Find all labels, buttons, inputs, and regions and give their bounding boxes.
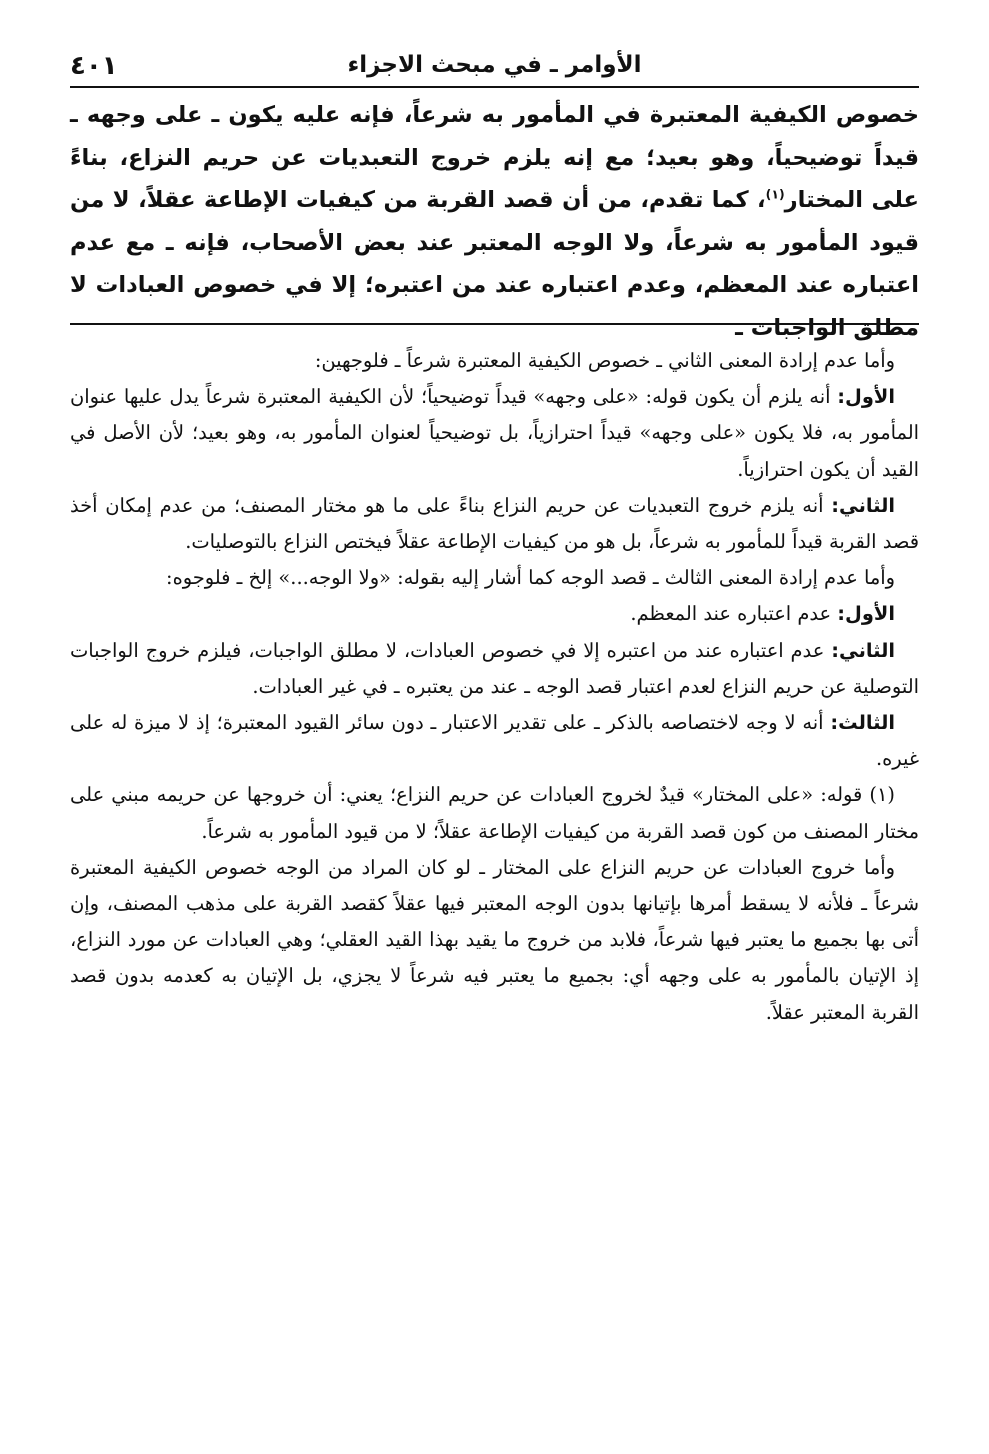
main-text-part-1: خصوص الكيفية المعتبرة في المأمور به شرعاً، فإنه عليه يكون ـ على وجهه ـ قيداً توضيحياً، وهو بعيد؛ مع إنه يلزم خروج التعبديات عن حريم النزاع، بناءً على المختار	[70, 102, 919, 213]
footnote-marker: (١)	[765, 186, 785, 202]
reason-text: أنه يلزم خروج التعبديات عن حريم النزاع بناءً على ما هو مختار المصنف؛ من عدم إمكان أخذ قصد القربة قيداً للمأمور به شرعاً، بل هو من كيفيات الإطاعة عقلاً فيختص النزاع بالتوصليات.	[70, 493, 919, 554]
commentary-paragraph-7	[70, 705, 919, 777]
commentary-paragraph-9: وأما خروج العبادات عن حريم النزاع على المختار ـ لو كان المراد من الوجه خصوص الكيفية المعتبرة شرعاً ـ فلأنه لا يسقط أمرها بإتيانها بدون الوجه المعتبر فيها عقلاً كقصد القربة على مذهب المصنف، وإن أتى بها بجميع ما يعتبر فيها شرعاً، فلابد من خروج ما يقيد بهذا القيد العقلي؛ وهي العبادات عن مورد النزاع، إذ الإتيان بالمأمور به على وجهه أي: بجميع ما يعتبر فيه شرعاً لا يجزي، بل الإتيان به كعدمه بدون قصد القربة المعتبر عقلاً.	[70, 855, 919, 1024]
main-text	[70, 94, 919, 341]
commentary-paragraph-4: وأما عدم إرادة المعنى الثالث ـ قصد الوجه كما أشار إليه بقوله: «ولا الوجه...» إلخ ـ فلوجوه:	[166, 566, 895, 590]
reason-text: عدم اعتباره عند من اعتبره إلا في خصوص العبادات، لا مطلق الواجبات، فيلزم خروج الواجبات التوصلية عن حريم النزاع لعدم اعتبار قصد الوجه ـ عند من يعتبره ـ في غير العبادات.	[70, 638, 919, 698]
page-number: ٤٠١	[70, 51, 118, 81]
page-header	[70, 44, 919, 88]
reason-label: الثاني:	[831, 638, 895, 662]
commentary-paragraph-3	[70, 488, 919, 560]
reason-label: الأول:	[837, 385, 895, 409]
commentary-paragraph-1: وأما عدم إرادة المعنى الثاني ـ خصوص الكيفية المعتبرة شرعاً ـ فلوجهين:	[314, 349, 895, 372]
commentary-paragraph-5	[70, 596, 919, 632]
reason-label: الأول:	[837, 602, 895, 626]
commentary-section	[70, 343, 919, 1388]
commentary-paragraph-6	[70, 633, 919, 705]
reason-text: أنه لا وجه لاختصاصه بالذكر ـ على تقدير الاعتبار ـ دون سائر القيود المعتبرة؛ إذ لا ميزة له على غيره.	[70, 711, 919, 771]
reason-label: الثالث:	[830, 711, 895, 735]
running-title: الأوامر ـ في مبحث الاجزاء	[347, 51, 642, 78]
main-text-part-2: ، كما تقدم، من أن قصد القربة من كيفيات الإطاعة عقلاً، لا من قيود المأمور به شرعاً، ولا الوجه المعتبر عند بعض الأصحاب، فإنه ـ مع عدم اعتباره عند المعظم، وعدم اعتباره عند من اعتبره؛ إلا في خصوص العبادات لا مطلق الواجبات ـ	[70, 187, 919, 341]
footnote-paragraph: (١) قوله: «على المختار» قيدٌ لخروج العبادات عن حريم النزاع؛ يعني: أن خروجها عن حريمه مبني على مختار المصنف من كون قصد القربة من كيفيات الإطاعة عقلاً؛ لا من قيود المأمور به شرعاً.	[70, 783, 919, 843]
commentary-paragraph-2	[70, 379, 919, 488]
reason-text: أنه يلزم أن يكون قوله: «على وجهه» قيداً توضيحياً؛ لأن الكيفية المعتبرة شرعاً يدل عليها عنوان المأمور به، فلا يكون «على وجهه» قيداً احترازياً، بل توضيحياً لعنوان المأمور به، وهو بعيد؛ لأن الأصل في القيد أن يكون احترازياً.	[70, 385, 919, 481]
reason-text: عدم اعتباره عند المعظم.	[630, 602, 838, 626]
text-separator	[70, 323, 919, 325]
reason-label: الثاني:	[831, 493, 895, 517]
